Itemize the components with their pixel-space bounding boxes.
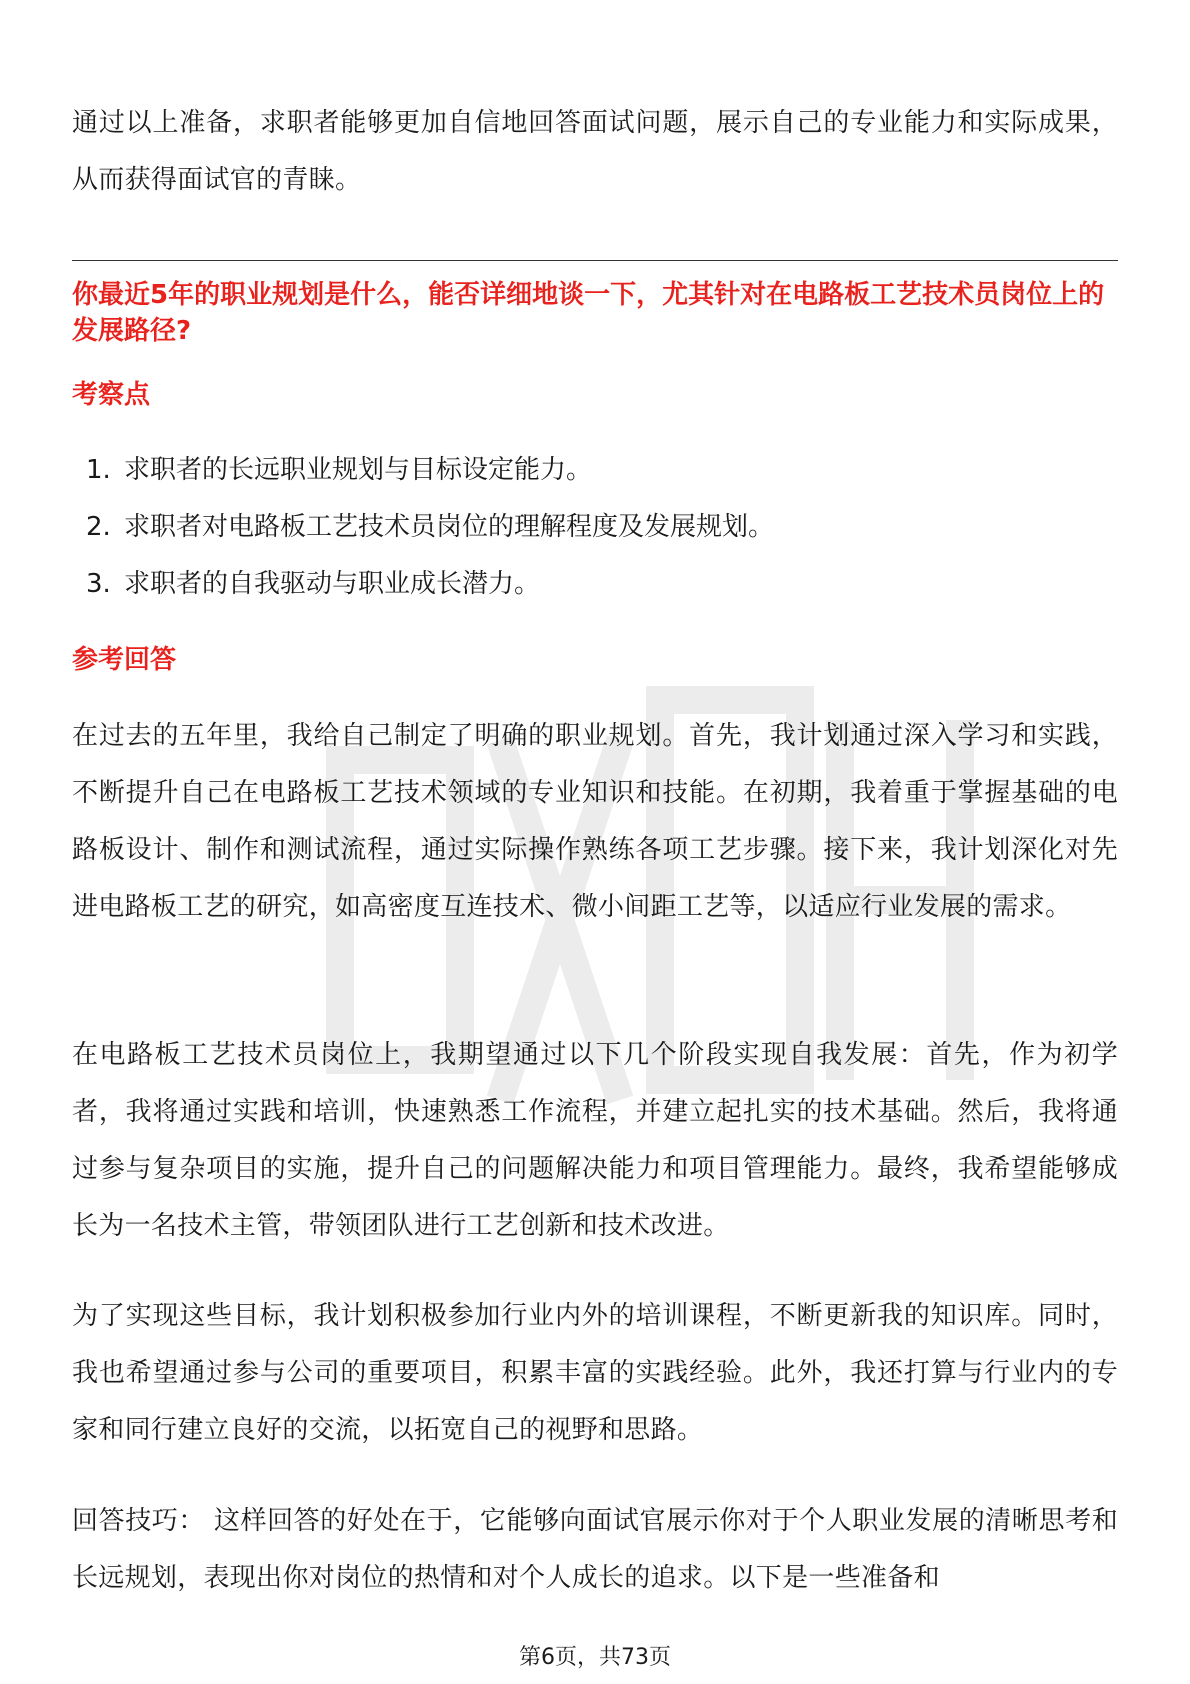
list-item: [72, 556, 1118, 613]
answer-title: 参考回答: [72, 645, 177, 675]
answer-paragraph-1: 在过去的五年里，我给自己制定了明确的职业规划。首先，我计划通过深入学习和实践，不断提升自己在电路板工艺技术领域的专业知识和技能。在初期，我着重于掌握基础的电路板设计、制作和测试流程，通过实际操作熟练各项工艺步骤。接下来，我计划深化对先进电路板工艺的研究，如高密度互连技术、微小间距工艺等，以适应行业发展的需求。: [72, 721, 1118, 922]
assessment-title: 考察点: [72, 380, 151, 410]
document-page: [72, 0, 1118, 1684]
intro-paragraph: 通过以上准备，求职者能够更加自信地回答面试问题，展示自己的专业能力和实际成果，从而获得面试官的青睐。: [72, 108, 1118, 195]
list-item-number: 1.: [86, 455, 111, 485]
list-item: [72, 499, 1118, 556]
list-item-text: 求职者的长远职业规划与目标设定能力。: [124, 455, 593, 485]
section-divider: [72, 260, 1118, 261]
answer-paragraph-2: 在电路板工艺技术员岗位上，我期望通过以下几个阶段实现自我发展：首先，作为初学者，我将通过实践和培训，快速熟悉工作流程，并建立起扎实的技术基础。然后，我将通过参与复杂项目的实施，提升自己的问题解决能力和项目管理能力。最终，我希望能够成长为一名技术主管，带领团队进行工艺创新和技术改进。: [72, 1040, 1118, 1241]
list-item-number: 2.: [86, 512, 111, 542]
list-item: [72, 442, 1118, 499]
list-item-text: 求职者对电路板工艺技术员岗位的理解程度及发展规划。: [124, 512, 775, 542]
answer-tips-paragraph: 回答技巧： 这样回答的好处在于，它能够向面试官展示你对于个人职业发展的清晰思考和长远规划，表现出你对岗位的热情和对个人成长的追求。以下是一些准备和: [72, 1506, 1118, 1593]
list-item-text: 求职者的自我驱动与职业成长潜力。: [124, 569, 541, 599]
page-footer: 第6页，共73页: [519, 1645, 671, 1670]
assessment-list: [72, 442, 1118, 613]
list-item-number: 3.: [86, 569, 111, 599]
answer-paragraph-3: 为了实现这些目标，我计划积极参加行业内外的培训课程，不断更新我的知识库。同时，我也希望通过参与公司的重要项目，积累丰富的实践经验。此外，我还打算与行业内的专家和同行建立良好的交流，以拓宽自己的视野和思路。: [72, 1301, 1118, 1445]
question-heading: 你最近5年的职业规划是什么，能否详细地谈一下，尤其针对在电路板工艺技术员岗位上的发展路径?: [72, 280, 1105, 346]
